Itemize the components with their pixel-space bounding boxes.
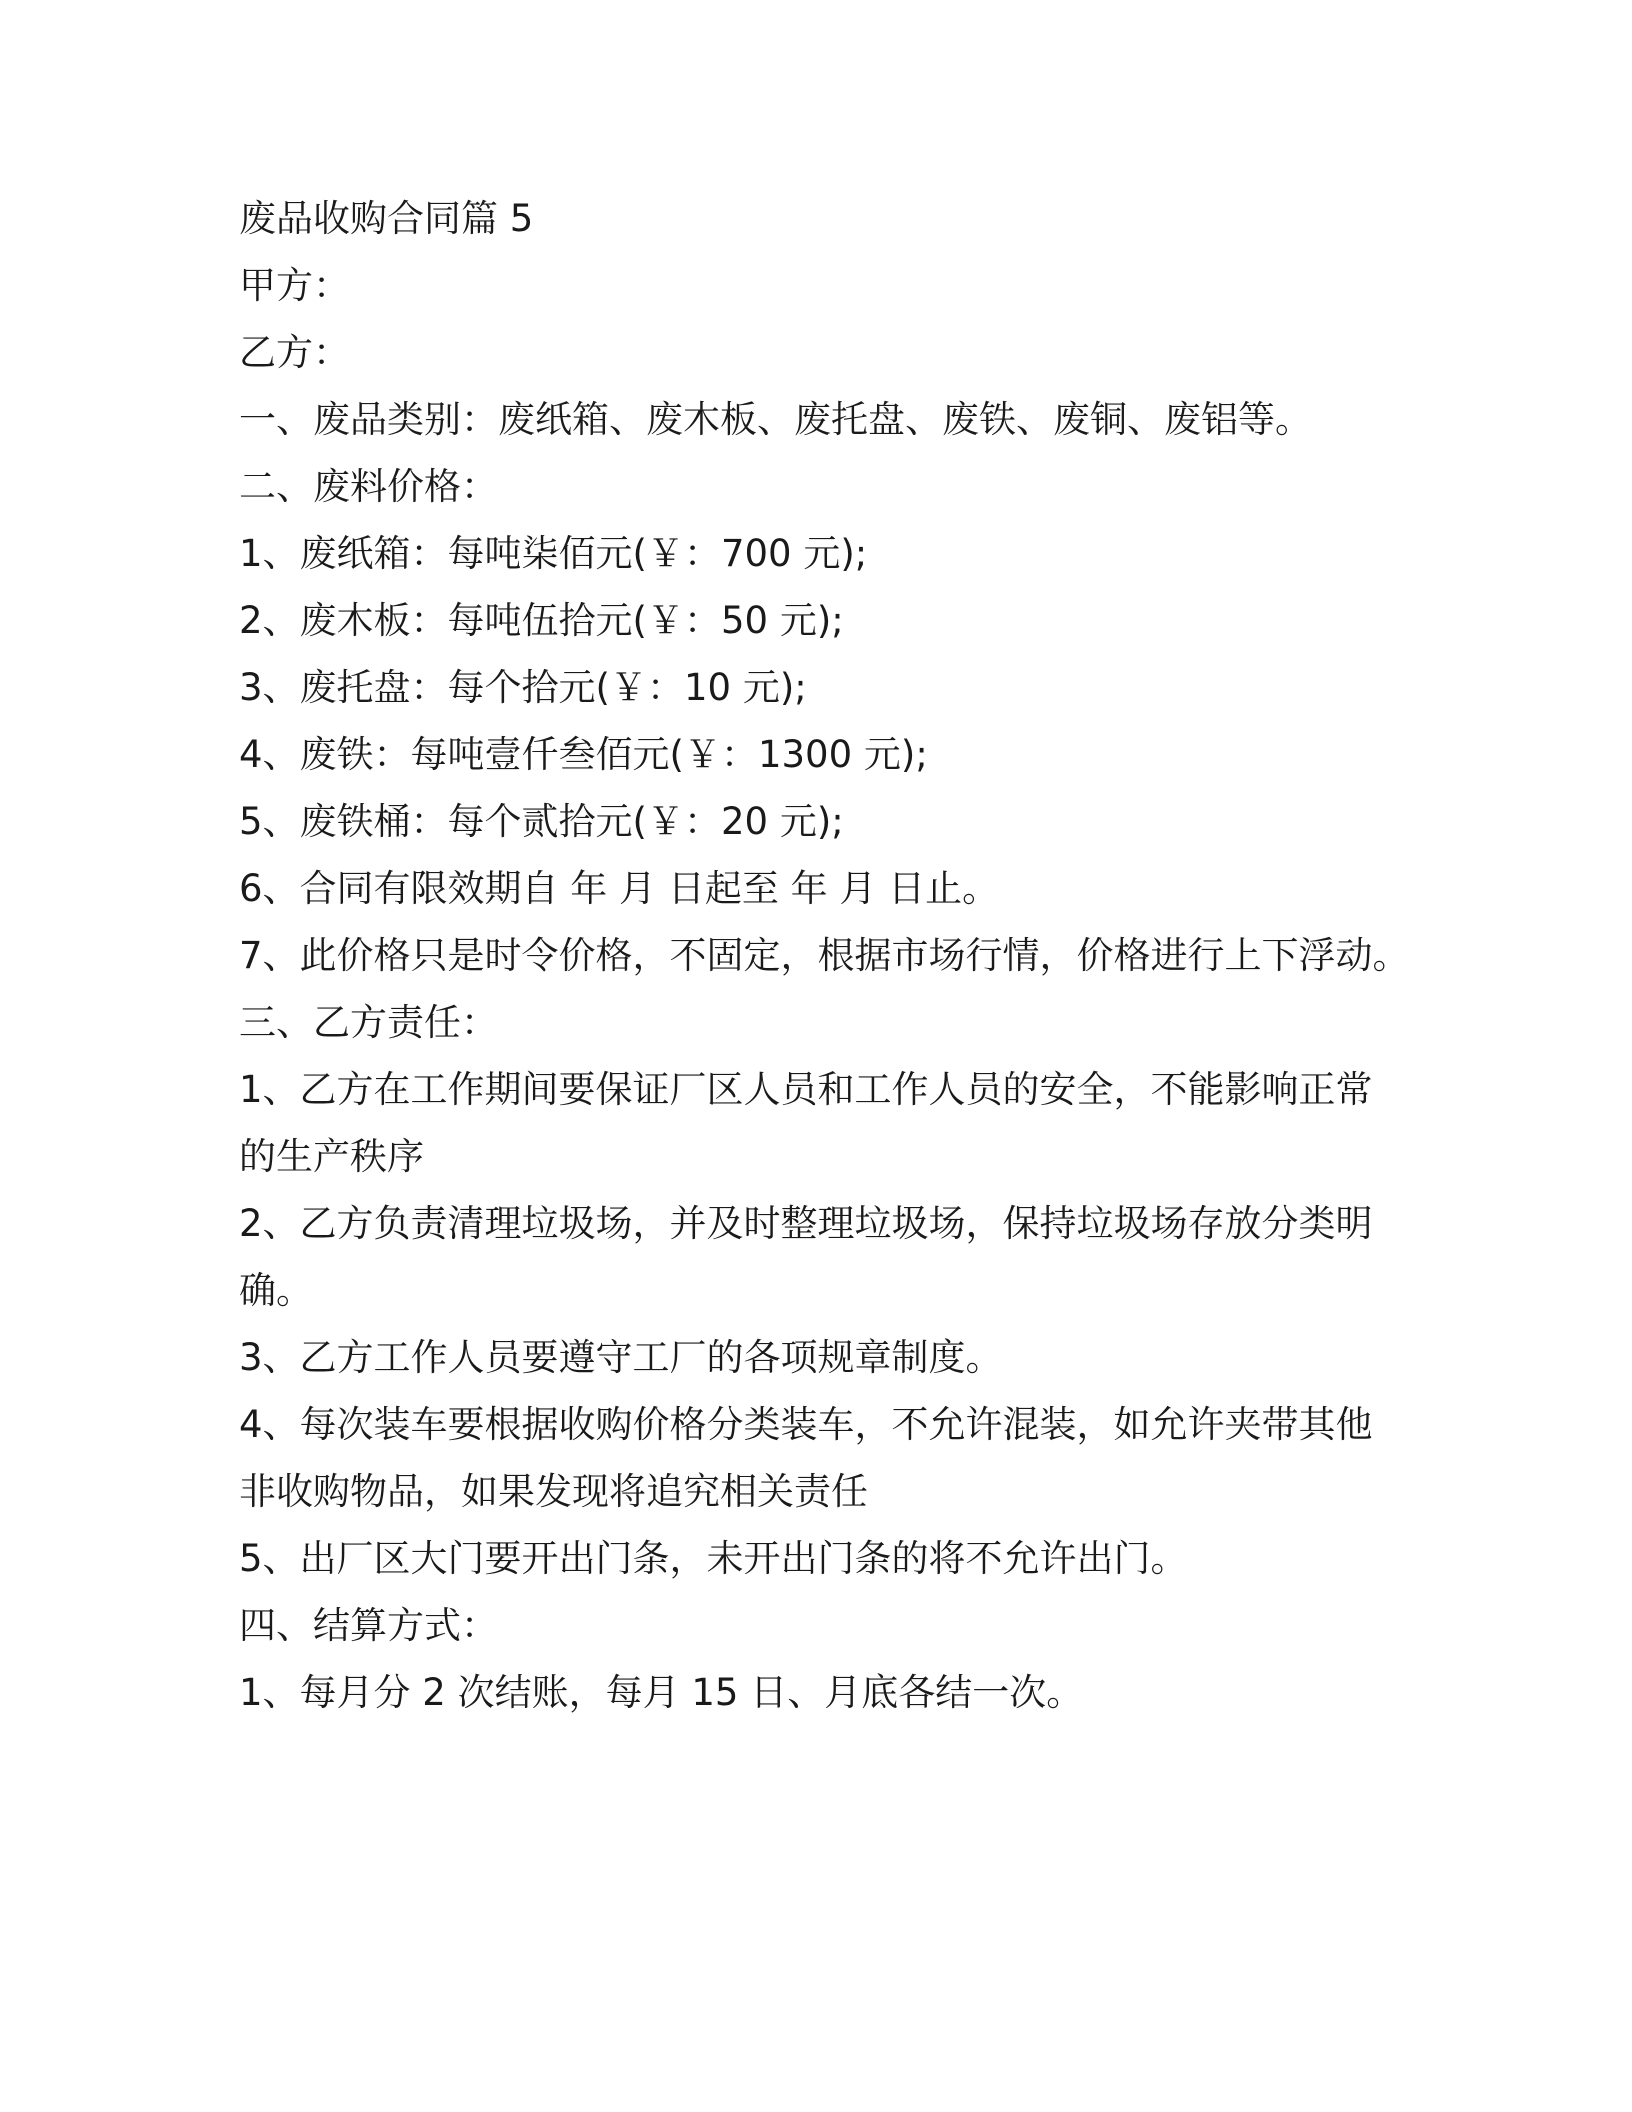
duty-item: 5、出厂区大门要开出门条，未开出门条的将不允许出门。 bbox=[239, 1537, 1188, 1580]
section-heading-prices: 二、废料价格： bbox=[239, 465, 498, 508]
clause-waste-categories: 一、废品类别：废纸箱、废木板、废托盘、废铁、废铜、废铝等。 bbox=[239, 398, 1312, 441]
document-title: 废品收购合同篇 5 bbox=[239, 197, 534, 240]
duty-item: 3、乙方工作人员要遵守工厂的各项规章制度。 bbox=[239, 1336, 1003, 1379]
settlement-item: 1、每月分 2 次结账，每月 15 日、月底各结一次。 bbox=[239, 1671, 1084, 1714]
price-item: 3、废托盘：每个拾元(￥：10 元); bbox=[239, 666, 807, 709]
party-a-label: 甲方： bbox=[239, 264, 350, 307]
price-item: 1、废纸箱：每吨柒佰元(￥：700 元); bbox=[239, 532, 868, 575]
price-item: 2、废木板：每吨伍拾元(￥：50 元); bbox=[239, 599, 844, 642]
section-heading-duties: 三、乙方责任： bbox=[239, 1001, 498, 1044]
party-b-label: 乙方： bbox=[239, 331, 350, 374]
duty-item: 4、每次装车要根据收购价格分类装车，不允许混装，如允许夹带其他非收购物品，如果发现将追究相关责任 bbox=[239, 1403, 1373, 1513]
duty-item: 1、乙方在工作期间要保证厂区人员和工作人员的安全，不能影响正常的生产秩序 bbox=[239, 1068, 1373, 1178]
document-body bbox=[239, 185, 1419, 1726]
price-fluctuation-note: 7、此价格只是时令价格，不固定，根据市场行情，价格进行上下浮动。 bbox=[239, 934, 1410, 977]
section-heading-settlement: 四、结算方式： bbox=[239, 1604, 498, 1647]
price-item: 5、废铁桶：每个贰拾元(￥：20 元); bbox=[239, 800, 844, 843]
price-item: 4、废铁：每吨壹仟叁佰元(￥：1300 元); bbox=[239, 733, 928, 776]
duty-item: 2、乙方负责清理垃圾场，并及时整理垃圾场，保持垃圾场存放分类明确。 bbox=[239, 1202, 1373, 1312]
contract-validity-line: 6、合同有限效期自 年 月 日起至 年 月 日止。 bbox=[239, 867, 1000, 910]
